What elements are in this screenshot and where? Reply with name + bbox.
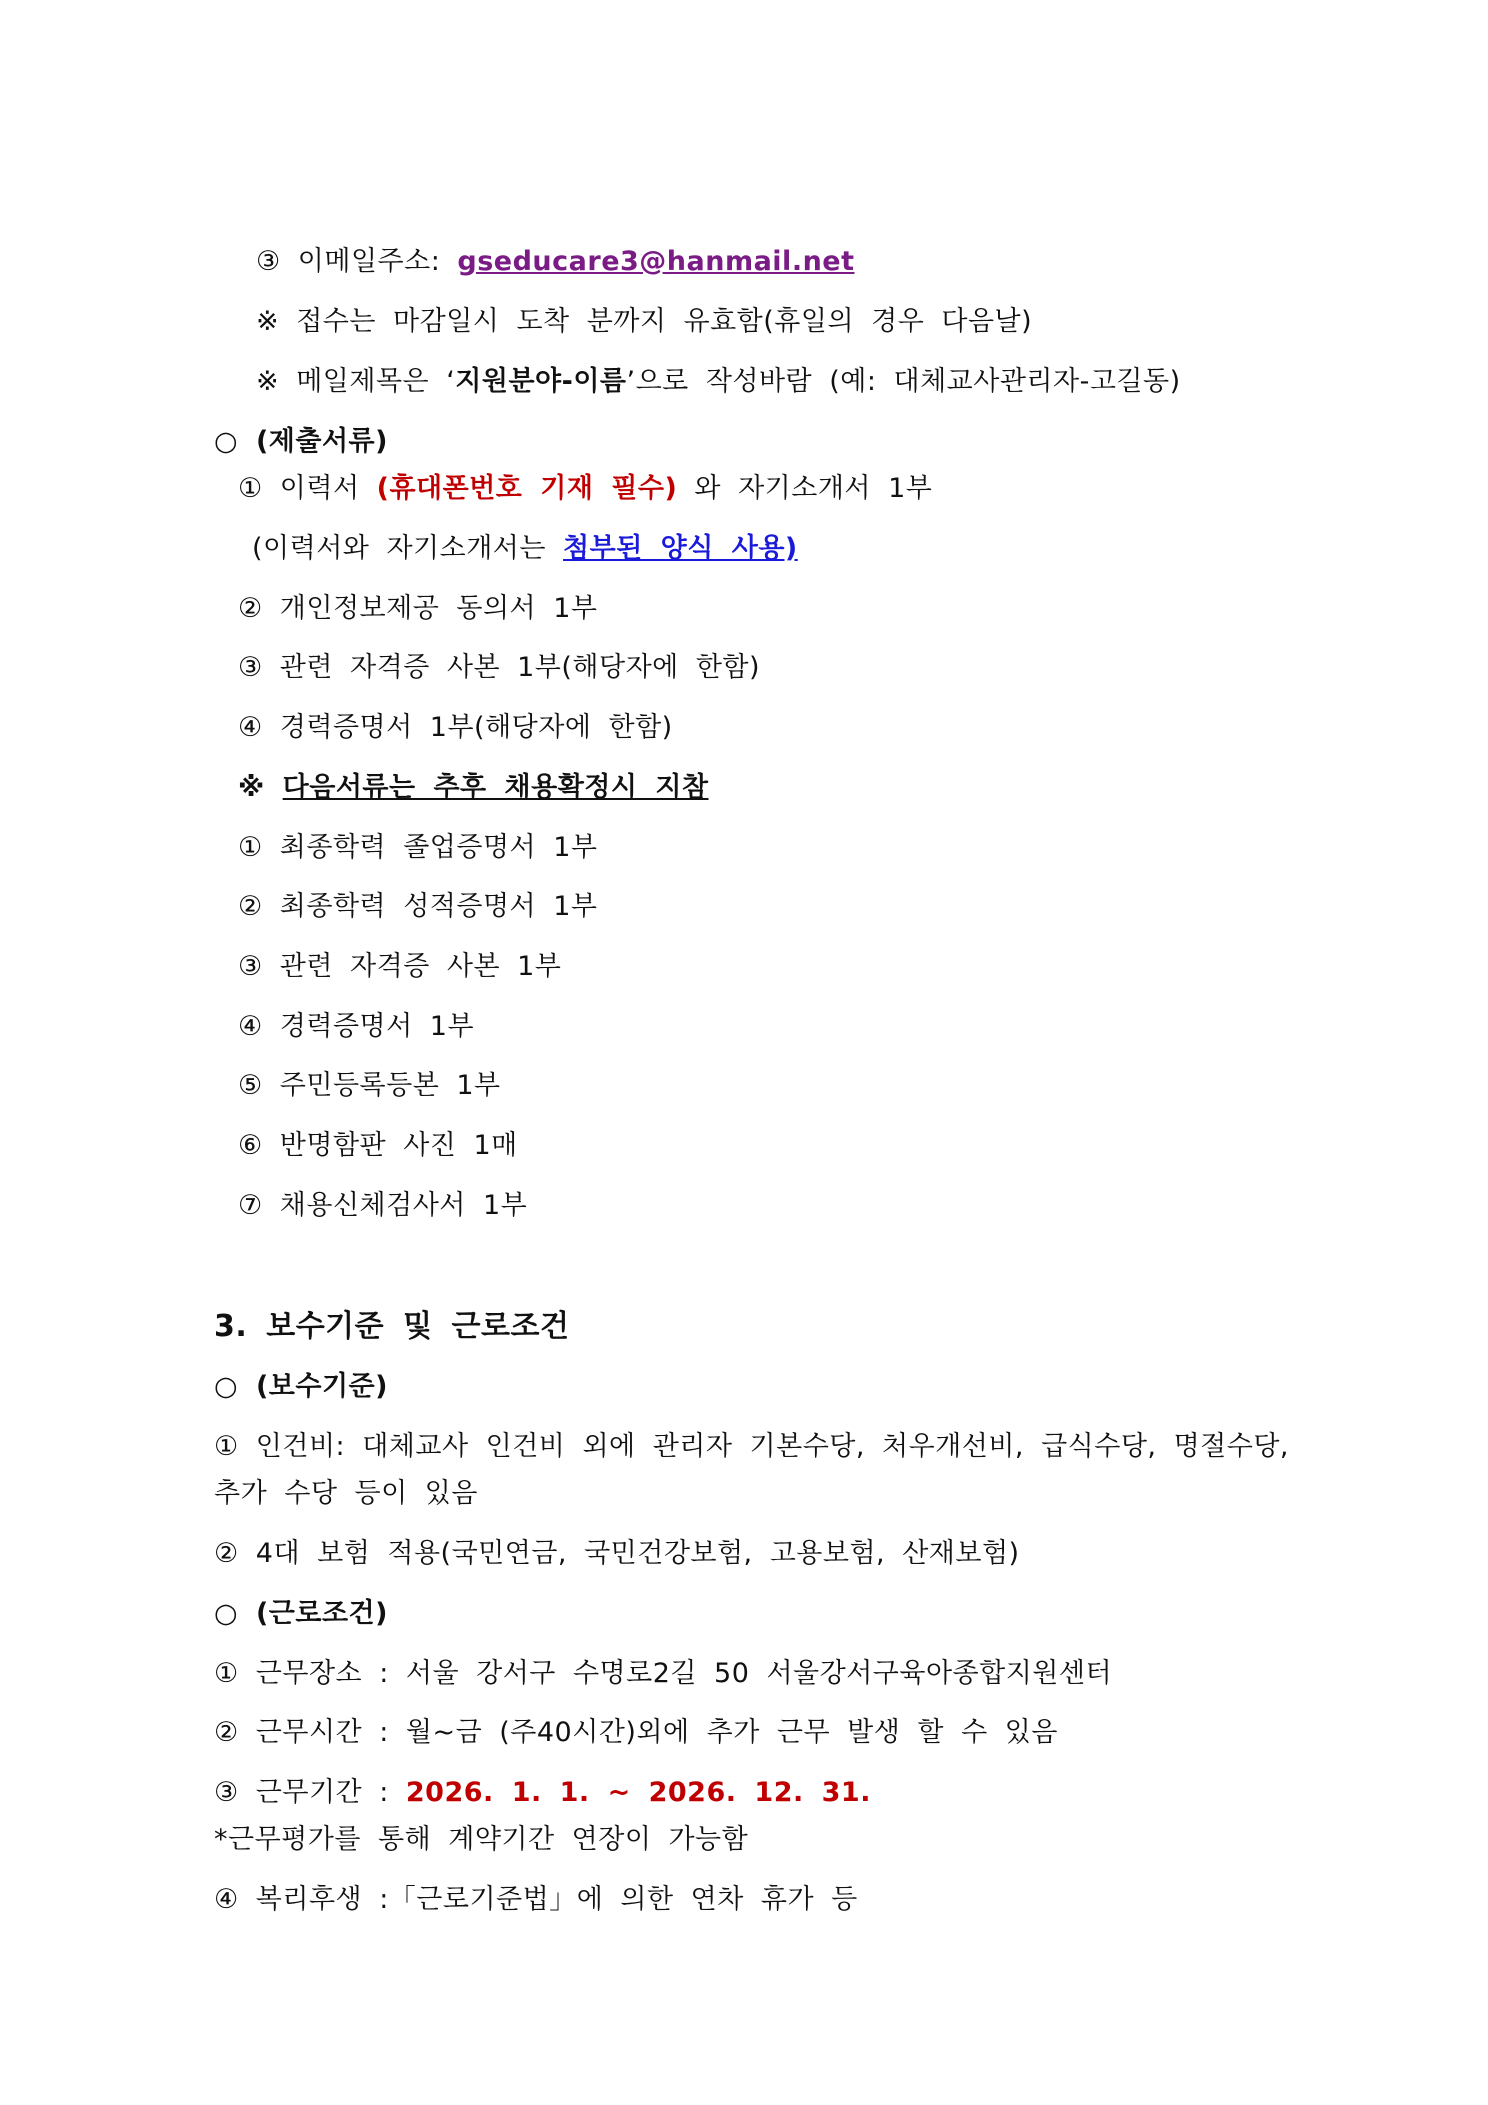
later-item-1: ① 최종학력 졸업증명서 1부 — [238, 832, 598, 863]
work-item-4: ④ 복리후생 :「근로기준법」에 의한 연차 휴가 등 — [214, 1884, 858, 1915]
docs-item-1 — [238, 469, 932, 509]
later-item-4: ④ 경력증명서 1부 — [238, 1011, 475, 1042]
docs-item-1-note — [252, 529, 798, 569]
work-period: 2026. 1. 1. ~ 2026. 12. 31. — [405, 1777, 871, 1808]
email-line — [256, 242, 855, 282]
later-docs-mark: ※ — [238, 772, 283, 803]
later-item-7: ⑦ 채용신체검사서 1부 — [238, 1190, 528, 1221]
work-item-3-label: ③ 근무기간 : — [214, 1777, 406, 1808]
deadline-note: ※ 접수는 마감일시 도착 분까지 유효함(휴일의 경우 다음날) — [256, 306, 1033, 337]
attached-form-link[interactable]: 첨부된 양식 사용) — [563, 533, 798, 564]
later-docs-title: 다음서류는 추후 채용확정시 지참 — [282, 772, 709, 803]
email-link[interactable]: gseducare3@hanmail.net — [457, 246, 855, 277]
docs-item-1-pre: ① 이력서 — [238, 473, 377, 504]
pay-heading: ○ (보수기준) — [214, 1371, 388, 1402]
section-3-title: 3. 보수기준 및 근로조건 — [214, 1309, 570, 1344]
docs-item-1-post: 와 자기소개서 1부 — [677, 473, 933, 504]
later-item-6: ⑥ 반명함판 사진 1매 — [238, 1130, 518, 1161]
subject-note-post: ’으로 작성바람 (예: 대체교사관리자-고길동) — [626, 366, 1181, 397]
pay-item-2: ② 4대 보험 적용(국민연금, 국민건강보험, 고용보험, 산재보험) — [214, 1538, 1020, 1569]
work-heading: ○ (근로조건) — [214, 1598, 388, 1629]
work-item-3 — [214, 1773, 871, 1813]
work-item-3-note: *근무평가를 통해 계약기간 연장이 가능함 — [214, 1824, 749, 1855]
subject-note — [256, 362, 1181, 402]
later-item-3: ③ 관련 자격증 사본 1부 — [238, 951, 562, 982]
docs-heading: ○ (제출서류) — [214, 426, 388, 457]
docs-item-3: ③ 관련 자격증 사본 1부(해당자에 한함) — [238, 652, 761, 683]
later-item-2: ② 최종학력 성적증명서 1부 — [238, 891, 598, 922]
later-item-5: ⑤ 주민등록등본 1부 — [238, 1070, 501, 1101]
work-item-2: ② 근무시간 : 월~금 (주40시간)외에 추가 근무 발생 할 수 있음 — [214, 1717, 1058, 1748]
docs-item-2: ② 개인정보제공 동의서 1부 — [238, 593, 598, 624]
later-docs-heading — [238, 768, 709, 808]
docs-item-4: ④ 경력증명서 1부(해당자에 한함) — [238, 712, 673, 743]
pay-item-1a: ① 인건비: 대체교사 인건비 외에 관리자 기본수당, 처우개선비, 급식수당, 명절수당, — [214, 1431, 1289, 1462]
docs-item-1-note-pre: (이력서와 자기소개서는 — [252, 533, 564, 564]
subject-format: 지원분야-이름 — [455, 366, 627, 397]
email-label: ③ 이메일주소: — [256, 246, 458, 277]
subject-note-pre: ※ 메일제목은 ‘ — [256, 366, 456, 397]
pay-item-1b: 추가 수당 등이 있음 — [214, 1478, 478, 1509]
work-item-1: ① 근무장소 : 서울 강서구 수명로2길 50 서울강서구육아종합지원센터 — [214, 1658, 1113, 1689]
phone-required-note: (휴대폰번호 기재 필수) — [376, 473, 678, 504]
